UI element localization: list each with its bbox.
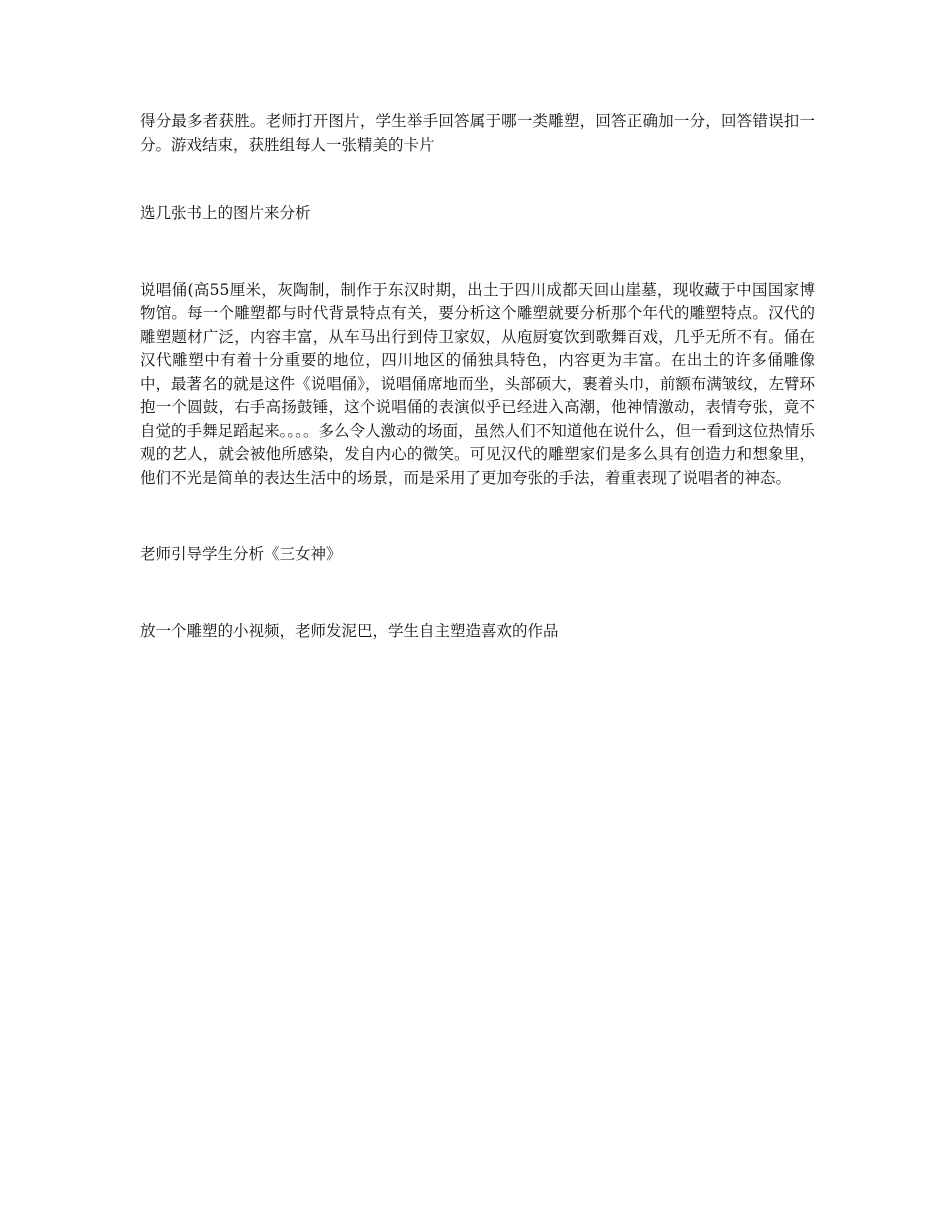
paragraph-video-clay: 放一个雕塑的小视频，老师发泥巴，学生自主塑造喜欢的作品: [140, 621, 559, 640]
paragraph-storyteller-analysis: 说唱俑(高55厘米，灰陶制，制作于东汉时期，出土于四川成都天回山崖墓，现收藏于中国国家博物馆。每一个雕塑都与时代背景特点有关，要分析这个雕塑就要分析那个年代的雕塑特点。汉代的雕塑题材广泛，内容丰富，从车马出行到侍卫家奴，从庖厨宴饮到歌舞百戏，几乎无所不有。俑在汉代雕塑中有着十分重要的地位，四川地区的俑独具特色，内容更为丰富。在出土的许多俑雕像中，最著名的就是这件《说唱俑》，说唱俑席地而坐，头部硕大，裹着头巾，前额布满皱纹，左臂环抱一个圆鼓，右手高扬鼓锤，这个说唱俑的表演似乎已经进入高潮，他神情激动，表情夸张，竟不自觉的手舞足蹈起来。。。。多么令人激动的场面，虽然人们不知道他在说什么，但一看到这位热情乐观的艺人，就会被他所感染，发自内心的微笑。可见汉代的雕塑家们是多么具有创造力和想象里，他们不光是简单的表达生活中的场景，而是采用了更加夸张的手法，着重表现了说唱者的神态。: [140, 280, 815, 487]
paragraph-three-goddesses: 老师引导学生分析《三女神》: [140, 545, 342, 563]
paragraph-select-pictures: 选几张书上的图片来分析: [140, 204, 311, 222]
paragraph-game-rules: 得分最多者获胜。老师打开图片，学生举手回答属于哪一类雕塑，回答正确加一分，回答错误扣一分。游戏结束，获胜组每人一张精美的卡片: [140, 112, 815, 154]
document-page: [140, 110, 815, 643]
